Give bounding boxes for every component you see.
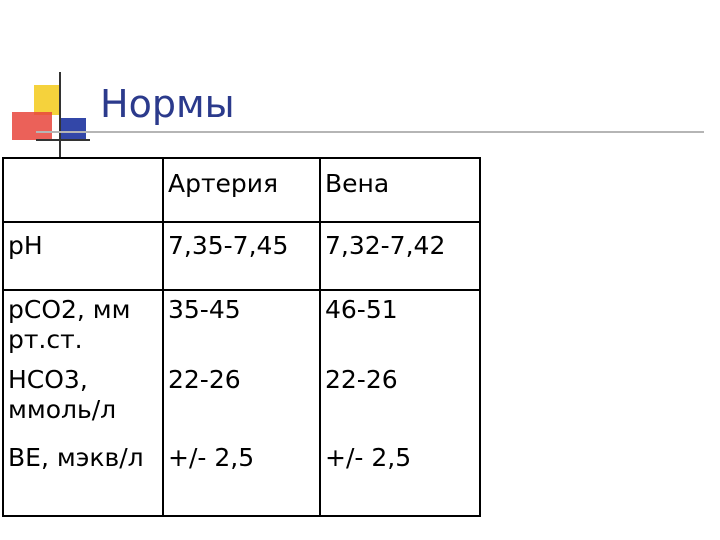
hco3-arteria: 22-26 [168, 365, 241, 394]
pco2-vena: 46-51 [325, 295, 398, 324]
hco3-vena: 22-26 [325, 365, 398, 394]
table-row [3, 290, 480, 516]
header-vena: Вена [320, 158, 480, 222]
norms-table [2, 157, 481, 517]
row-label-pco2: pCO2, мм рт.ст. [8, 295, 131, 354]
table-header-row [3, 158, 480, 222]
deco-blue-square [60, 118, 86, 140]
row-label-be: BE, мэкв/л [8, 443, 144, 472]
ph-vena: 7,32-7,42 [320, 222, 480, 290]
be-vena: +/- 2,5 [325, 443, 412, 472]
row-label-ph: pH [3, 222, 163, 290]
row-label-hco3: HCO3, ммоль/л [8, 365, 117, 424]
deco-yellow-square [34, 85, 60, 115]
header-arteria: Артерия [163, 158, 320, 222]
values-vena-group [320, 290, 480, 516]
pco2-arteria: 35-45 [168, 295, 241, 324]
be-arteria: +/- 2,5 [168, 443, 255, 472]
header-empty-cell [3, 158, 163, 222]
ph-arteria: 7,35-7,45 [163, 222, 320, 290]
row-labels-group [3, 290, 163, 516]
table-row [3, 222, 480, 290]
values-arteria-group [163, 290, 320, 516]
slide-title: Нормы [100, 82, 235, 126]
deco-red-square [12, 112, 52, 140]
